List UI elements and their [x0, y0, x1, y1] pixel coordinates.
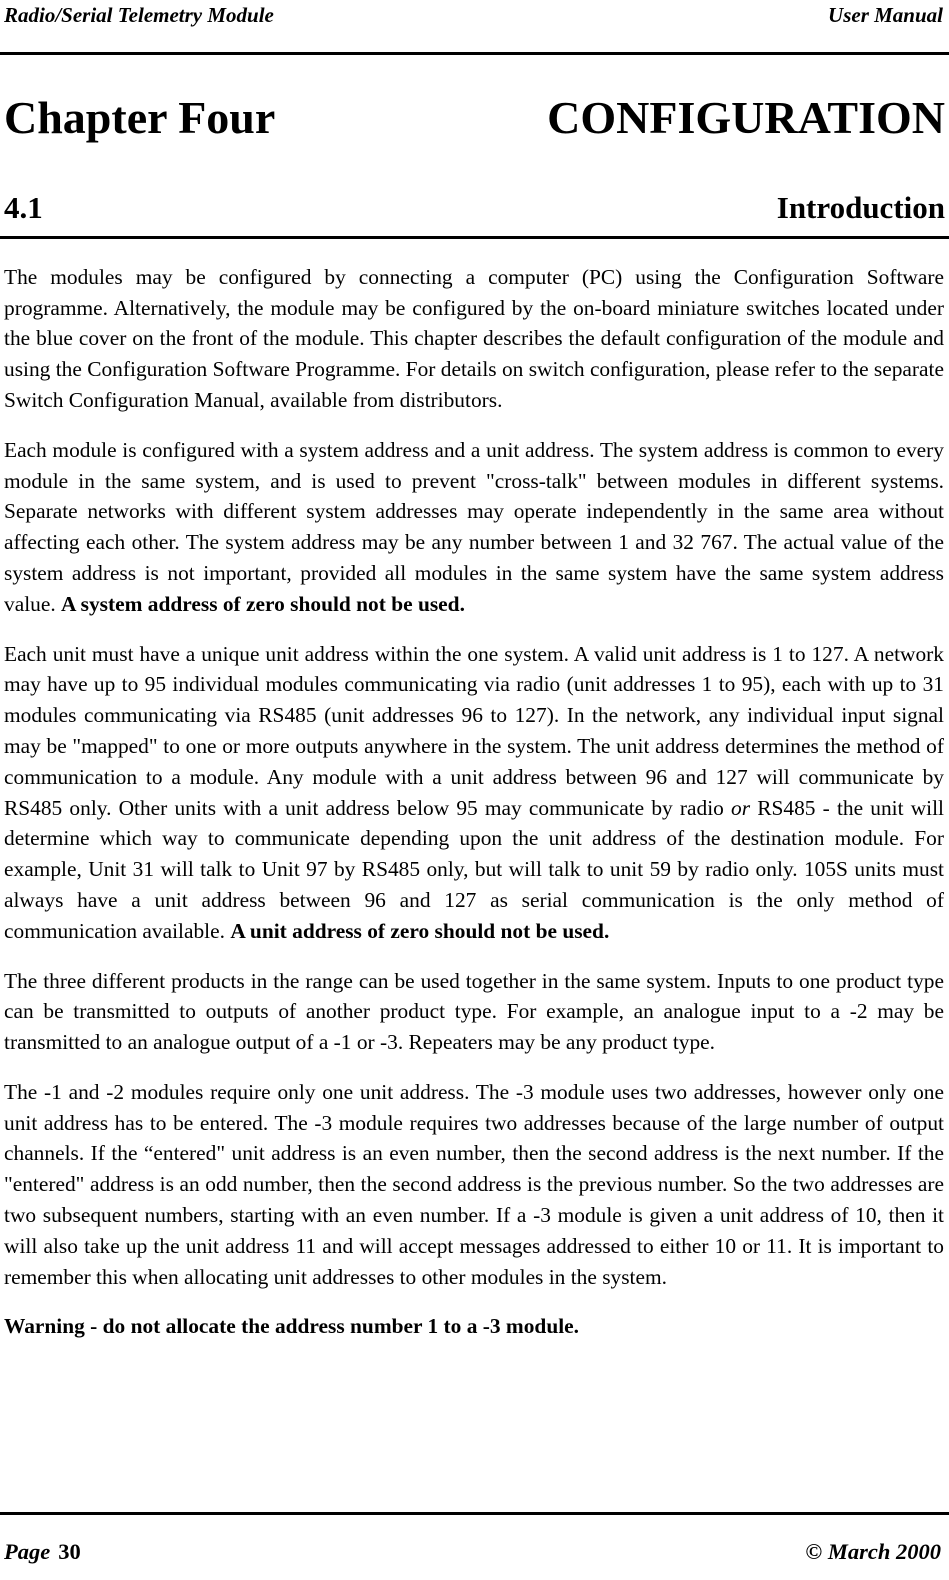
- text-run: The modules may be configured by connecting a computer (PC) using the Configuration Software programme. Alternatively, the module may be configured by the on-board miniature switches located under the blue cover on the front of the module. This chapter describes the default configuration of the module and using the Configuration Software Programme. For details on switch configuration, please refer to the separate Switch Configuration Manual, available from distributors.: [4, 264, 944, 412]
- page-number: 30: [58, 1539, 81, 1564]
- page-footer: [4, 1538, 941, 1565]
- text-run: A system address of zero should not be used.: [61, 591, 465, 616]
- header-divider: [0, 52, 949, 55]
- chapter-title: CONFIGURATION: [547, 92, 945, 143]
- section-number: 4.1: [4, 189, 43, 225]
- text-run: Each unit must have a unique unit address within the one system. A valid unit address is 1 to 127. A network may have up to 95 individual modules communicating via radio (unit addresses 1 to 95), each with up to 31 modules communicating via RS485 (unit addresses 96 to 127). In the network, any individual input signal may be "mapped" to one or more outputs anywhere in the system. The unit address determines the method of communication to a module. Any module with a unit address between 96 and 127 will communicate by RS485 only. Other units with a unit address below 95 may communicate by radio: [4, 641, 944, 820]
- text-run: Warning - do not allocate the address number 1 to a -3 module.: [4, 1314, 579, 1339]
- text-run: or: [731, 795, 751, 820]
- para-unit-address: [4, 639, 944, 947]
- para-dash3-addresses: [4, 1077, 944, 1293]
- page-label: Page: [4, 1539, 51, 1564]
- para-system-address: [4, 435, 944, 620]
- header-manual-label: User Manual: [828, 3, 943, 27]
- copyright-text: © March 2000: [805, 1539, 941, 1564]
- section-title: Introduction: [776, 189, 945, 225]
- para-warning: [4, 1311, 944, 1342]
- chapter-heading: [0, 93, 949, 143]
- text-run: RS485 - the unit will determine which way to communicate depending upon the unit address of the destination module. For example, Unit 31 will talk to Unit 97 by RS485 only, but will talk to unit 59 by radio only. 105S units must always have a unit address between 96 and 127 as serial communication is the only method of communication available.: [4, 795, 944, 943]
- para-configuration-overview: [4, 262, 944, 416]
- chapter-number: Chapter Four: [4, 92, 276, 143]
- text-run: Each module is configured with a system address and a unit address. The system address is common to every module in the same system, and is used to prevent "cross-talk" between modules in different systems. Separate networks with different system addresses may operate independently in the same area without affecting each other. The system address may be any number between 1 and 32 767. The actual value of the system address is not important, provided all modules in the same system have the same system address value.: [4, 437, 944, 616]
- page-header: [0, 0, 949, 28]
- section-heading: [0, 191, 949, 225]
- text-run: The three different products in the range can be used together in the same system. Inputs to one product type can be transmitted to outputs of another product type. For example, an analogue input to a -2 may be transmitted to an analogue output of a -1 or -3. Repeaters may be any product type.: [4, 968, 944, 1055]
- text-run: A unit address of zero should not be used.: [230, 918, 610, 943]
- footer-divider: [0, 1512, 949, 1515]
- page-number-group: [4, 1538, 81, 1565]
- header-document-title: Radio/Serial Telemetry Module: [4, 3, 274, 27]
- document-body: [0, 239, 949, 1343]
- para-product-types: [4, 966, 944, 1058]
- text-run: The -1 and -2 modules require only one unit address. The -3 module uses two addresses, however only one unit address has to be entered. The -3 module requires two addresses because of the large number of output channels. If the “entered" unit address is an even number, then the second address is the next number. If the "entered" address is an odd number, then the second address is the previous number. So the two addresses are two subsequent numbers, starting with an even number. If a -3 module is given a unit address of 10, then it will also take up the unit address 11 and will accept messages addressed to either 10 or 11. It is important to remember this when allocating unit addresses to other modules in the system.: [4, 1079, 944, 1289]
